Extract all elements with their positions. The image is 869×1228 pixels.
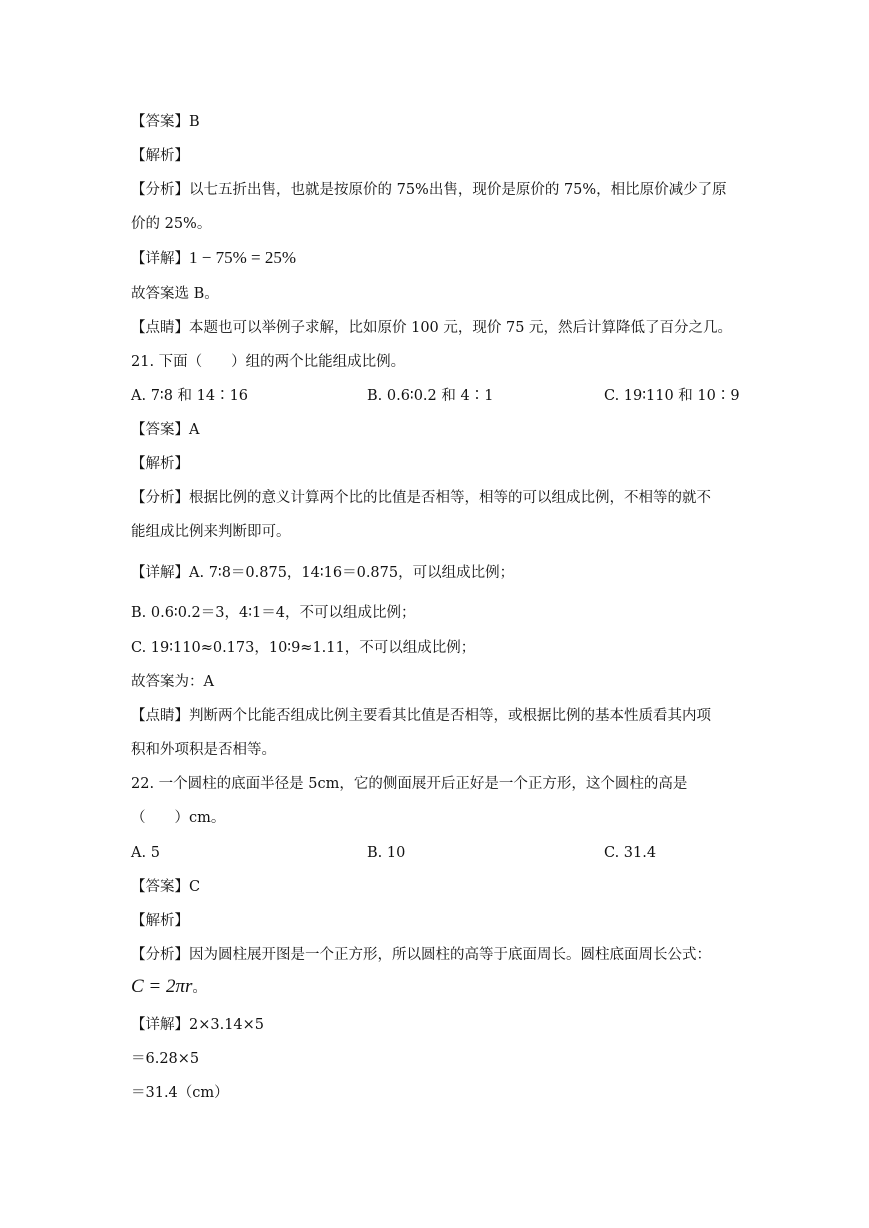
q22-option-b: B. 10 — [367, 845, 406, 861]
q21-analysis-line-2: 能组成比例来判断即可。 — [131, 524, 291, 540]
q21-option-a: A. 7∶8 和 14∶16 — [131, 388, 249, 404]
q22-detail-line-3: ＝31.4（cm） — [131, 1085, 229, 1101]
q22-formula-line — [131, 977, 207, 998]
q21-analysis-line-1: 【分析】根据比例的意义计算两个比的比值是否相等，相等的可以组成比例，不相等的就不 — [131, 490, 711, 506]
q21-answer: 【答案】A — [131, 422, 200, 438]
q22-analysis-heading: 【解析】 — [131, 913, 189, 929]
q20-analysis-heading: 【解析】 — [131, 148, 189, 164]
q21-detail-line-2: B. 0.6∶0.2＝3，4∶1＝4，不可以组成比例； — [131, 605, 416, 621]
q20-detail-label: 【详解】 — [131, 251, 189, 267]
q22-answer: 【答案】C — [131, 879, 201, 895]
q22-stem-line-2: （ ）cm。 — [131, 810, 226, 826]
q22-detail-line-2: ＝6.28×5 — [131, 1051, 200, 1067]
q22-circumference-formula: C = 2πr — [131, 976, 193, 997]
q20-answer: 【答案】B — [131, 114, 200, 130]
q21-comment-line-2: 积和外项积是否相等。 — [131, 742, 276, 758]
q20-detail — [131, 248, 296, 269]
q21-stem: 21. 下面（ ）组的两个比能组成比例。 — [131, 354, 406, 370]
q21-option-c: C. 19∶110 和 10∶9 — [604, 388, 740, 404]
q22-detail-line-1: 【详解】2×3.14×5 — [131, 1017, 265, 1033]
q20-detail-equation: 1 − 75% = 25% — [189, 248, 296, 267]
q20-comment: 【点睛】本题也可以举例子求解，比如原价 100 元，现价 75 元，然后计算降低了百分之几。 — [131, 320, 733, 336]
q21-detail-line-1: 【详解】A. 7∶8＝0.875，14∶16＝0.875，可以组成比例； — [131, 565, 515, 581]
q22-option-c: C. 31.4 — [604, 845, 657, 861]
q22-analysis-line-1: 【分析】因为圆柱展开图是一个正方形，所以圆柱的高等于底面周长。圆柱底面周长公式： — [131, 947, 711, 963]
q22-formula-period: 。 — [192, 980, 207, 996]
q21-detail-line-3: C. 19∶110≈0.173，10∶9≈1.11，不可以组成比例； — [131, 640, 476, 656]
q21-conclusion: 故答案为：A — [131, 674, 214, 690]
q20-analysis-line-1: 【分析】以七五折出售，也就是按原价的 75%出售，现价是原价的 75%，相比原价减少了原 — [131, 182, 727, 198]
q21-option-b: B. 0.6∶0.2 和 4∶1 — [367, 388, 494, 404]
q21-analysis-heading: 【解析】 — [131, 456, 189, 472]
q22-stem-line-1: 22. 一个圆柱的底面半径是 5cm，它的侧面展开后正好是一个正方形，这个圆柱的高是 — [131, 776, 688, 792]
q20-analysis-line-2: 价的 25%。 — [131, 216, 212, 232]
q22-option-a: A. 5 — [131, 845, 160, 861]
q20-conclusion: 故答案选 B。 — [131, 286, 219, 302]
q21-comment-line-1: 【点睛】判断两个比能否组成比例主要看其比值是否相等，或根据比例的基本性质看其内项 — [131, 708, 711, 724]
